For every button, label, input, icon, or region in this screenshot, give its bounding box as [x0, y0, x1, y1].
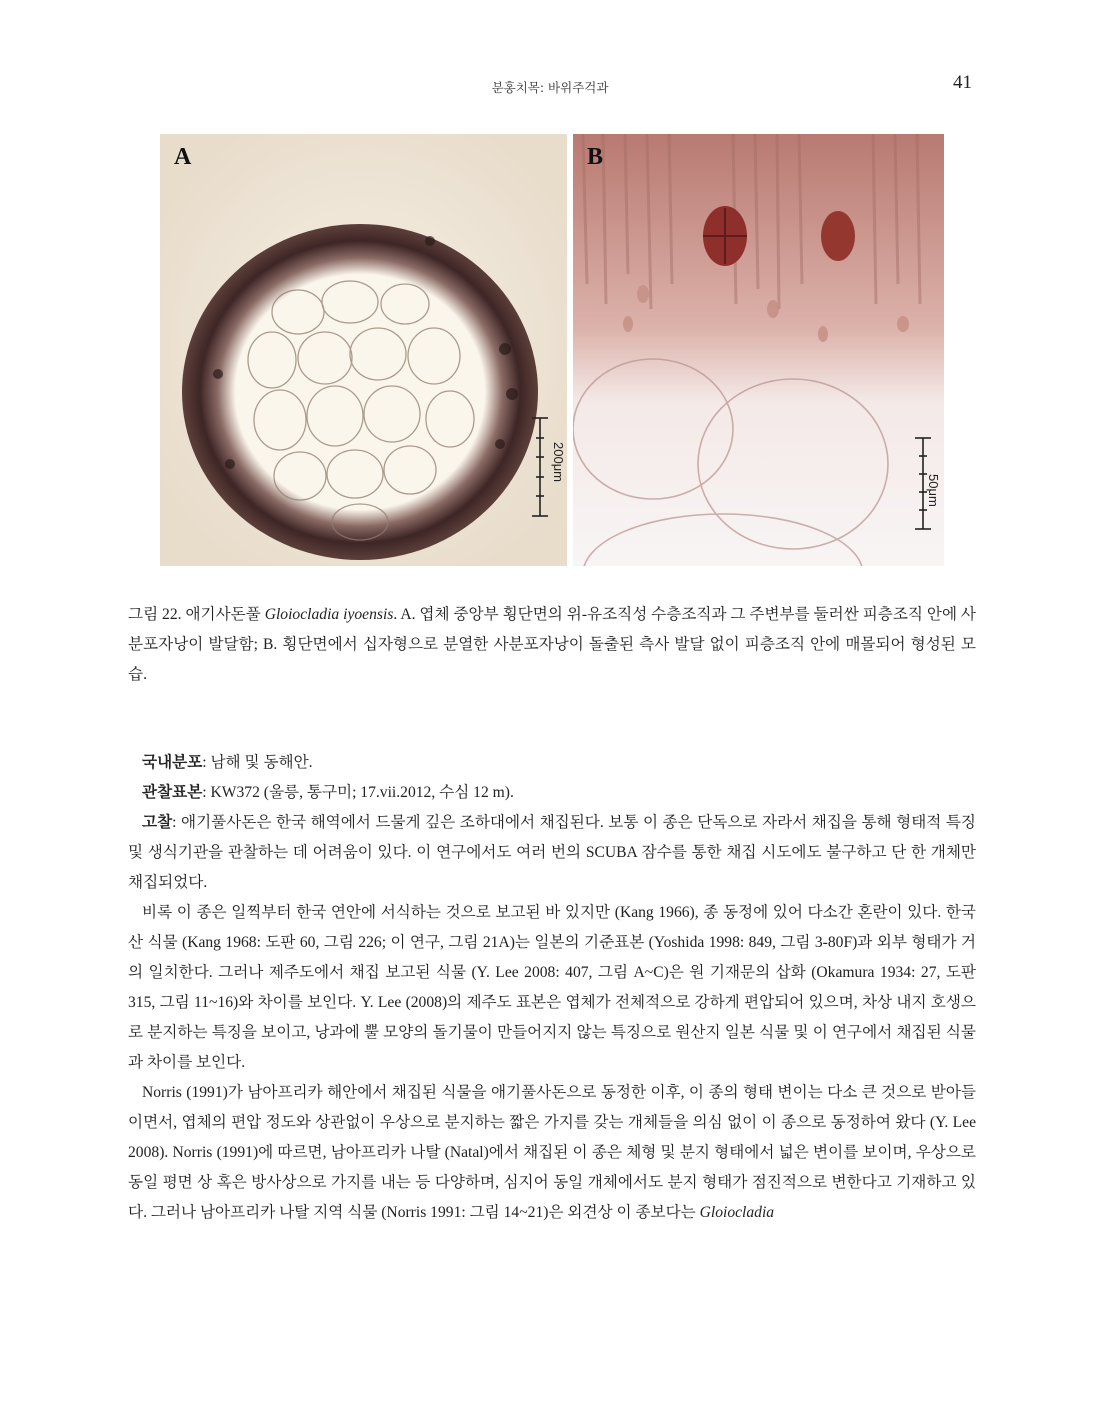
- remarks-paragraph: [128, 808, 976, 898]
- specimen-label: 관찰표본: [142, 784, 203, 801]
- distribution-label: 국내분포: [142, 754, 203, 771]
- distribution-paragraph: [128, 748, 976, 778]
- caption-prefix: 그림 22. 애기사돈풀: [128, 606, 265, 623]
- page-number: 41: [953, 72, 972, 93]
- figure-panel-a: [160, 134, 567, 566]
- cortex-detail-micrograph: [573, 134, 944, 566]
- paragraph-3: [128, 1078, 976, 1228]
- figure-panel-b: [573, 134, 944, 566]
- scale-bar-label-a: 200μm: [551, 442, 566, 483]
- figure-caption: [128, 600, 976, 690]
- scale-bar-label-b: 50μm: [926, 474, 941, 507]
- distribution-text: : 남해 및 동해안.: [202, 754, 313, 771]
- specimen-paragraph: [128, 778, 976, 808]
- running-head: 분홍치목: 바위주걱과: [491, 80, 609, 95]
- remarks-text: : 애기풀사돈은 한국 해역에서 드물게 깊은 조하대에서 채집된다. 보통 이 종은 단독으로 자라서 채집을 통해 형태적 특징 및 생식기관을 관찰하는 데 어려움이 있다. 이 연구에서도 여러 번의 SCUBA 잠수를 통한 채집 시도에도 불구하고 단 한 개체만 채집되었다.: [128, 814, 976, 891]
- caption-text: . A. 엽체 중앙부 횡단면의 위-유조직성 수층조직과 그 주변부를 둘러싼 피층조직 안에 사분포자낭이 발달함; B. 횡단면에서 십자형으로 분열한 사분포자낭이 돌출된 측사 발달 없이 피층조직 안에 매몰되어 형성된 모습.: [128, 606, 976, 683]
- body-text: [128, 748, 976, 1228]
- paragraph-3-text: Norris (1991)가 남아프리카 해안에서 채집된 식물을 애기풀사돈으로 동정한 이후, 이 종의 형태 변이는 다소 큰 것으로 받아들이면서, 엽체의 편압 정도와 상관없이 우상으로 분지하는 짧은 가지를 갖는 개체들을 의심 없이 이 종으로 동정하여 왔다 (Y. Lee 2008). Norris (1991)에 따르면, 남아프리카 나탈 (Natal)에서 채집된 이 종은 체형 및 분지 형태에서 넓은 변이를 보이며, 우상으로 동일 평면 상 혹은 방사상으로 가지를 내는 등 다양하며, 심지어 동일 개체에서도 분지 형태가 점진적으로 변한다고 기재하고 있다. 그러나 남아프리카 나탈 지역 식물 (Norris 1991: 그림 14~21)은 외견상 이 종보다는: [128, 1084, 976, 1221]
- paragraph-3-genus: Gloiocladia: [699, 1204, 775, 1221]
- cross-section-micrograph: [160, 134, 567, 566]
- remarks-label: 고찰: [142, 814, 173, 831]
- panel-a-label: A: [174, 144, 192, 170]
- paragraph-2: 비록 이 종은 일찍부터 한국 연안에 서식하는 것으로 보고된 바 있지만 (Kang 1966), 종 동정에 있어 다소간 혼란이 있다. 한국산 식물 (Kang 1968: 도판 60, 그림 226; 이 연구, 그림 21A)는 일본의 기준표본 (Yoshida 1998: 849, 그림 3-80F)과 외부 형태가 거의 일치한다. 그러나 제주도에서 채집 보고된 식물 (Y. Lee 2008: 407, 그림 A~C)은 원 기재문의 삽화 (Okamura 1934: 27, 도판 315, 그림 11~16)와 차이를 보인다. Y. Lee (2008)의 제주도 표본은 엽체가 전체적으로 강하게 편압되어 있으며, 차상 내지 호생으로 분지하는 특징을 보이고, 낭과에 뿔 모양의 돌기물이 만들어지지 않는 특징으로 원산지 일본 식물 및 이 연구에서 채집된 식물과 차이를 보인다.: [128, 904, 976, 1071]
- specimen-text: : KW372 (울릉, 통구미; 17.vii.2012, 수심 12 m).: [202, 784, 514, 801]
- caption-species: Gloiocladia iyoensis: [264, 606, 394, 623]
- panel-b-label: B: [587, 144, 604, 170]
